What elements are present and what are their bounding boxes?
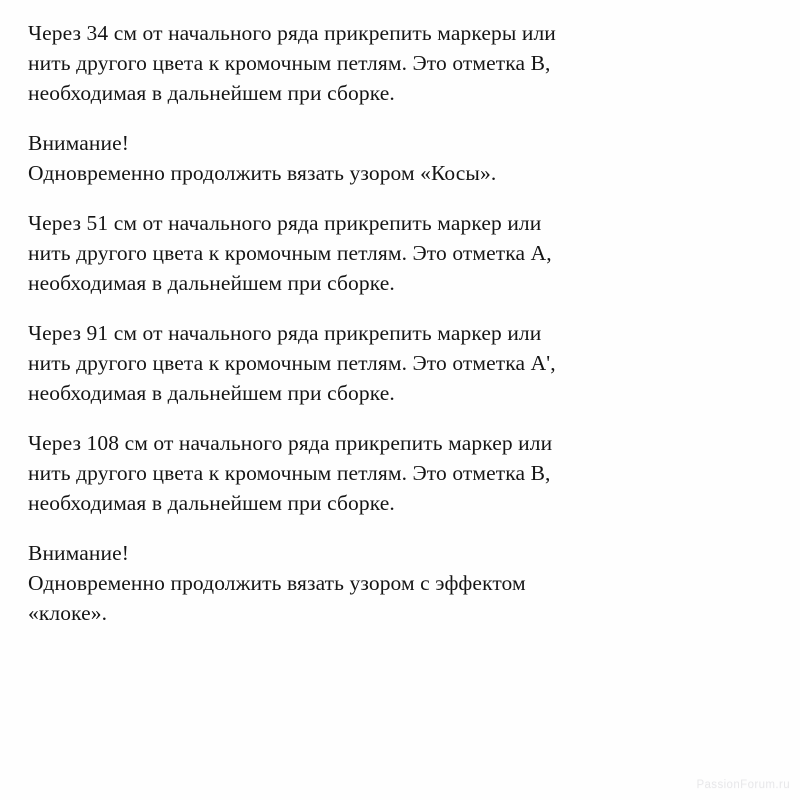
paragraph-marker-a-prime-91 xyxy=(28,318,720,408)
attention-heading: Внимание! xyxy=(28,131,129,155)
text-line: необходимая в дальнейшем при сборке. xyxy=(28,381,395,405)
paragraph-marker-b-108 xyxy=(28,428,720,518)
text-line: Одновременно продолжить вязать узором «Косы». xyxy=(28,161,497,185)
text-line: Через 91 см от начального ряда прикрепить маркер или xyxy=(28,321,542,345)
text-line: нить другого цвета к кромочным петлям. Это отметка В, xyxy=(28,461,551,485)
text-line: нить другого цвета к кромочным петлям. Это отметка А, xyxy=(28,241,552,265)
paragraph-attention-kloke xyxy=(28,538,720,628)
site-watermark: PassionForum.ru xyxy=(696,779,790,791)
text-line: Через 34 см от начального ряда прикрепить маркеры или xyxy=(28,21,556,45)
paragraph-marker-b-34 xyxy=(28,18,720,108)
text-line: необходимая в дальнейшем при сборке. xyxy=(28,491,395,515)
text-line: нить другого цвета к кромочным петлям. Это отметка В, xyxy=(28,51,551,75)
text-line: нить другого цвета к кромочным петлям. Это отметка А', xyxy=(28,351,556,375)
attention-heading: Внимание! xyxy=(28,541,129,565)
text-line: Одновременно продолжить вязать узором с эффектом xyxy=(28,571,526,595)
text-line: необходимая в дальнейшем при сборке. xyxy=(28,271,395,295)
text-line: Через 51 см от начального ряда прикрепить маркер или xyxy=(28,211,542,235)
text-line: необходимая в дальнейшем при сборке. xyxy=(28,81,395,105)
paragraph-attention-kosy xyxy=(28,128,720,188)
paragraph-marker-a-51 xyxy=(28,208,720,298)
text-line: «клоке». xyxy=(28,601,108,625)
text-line: Через 108 см от начального ряда прикрепить маркер или xyxy=(28,431,553,455)
